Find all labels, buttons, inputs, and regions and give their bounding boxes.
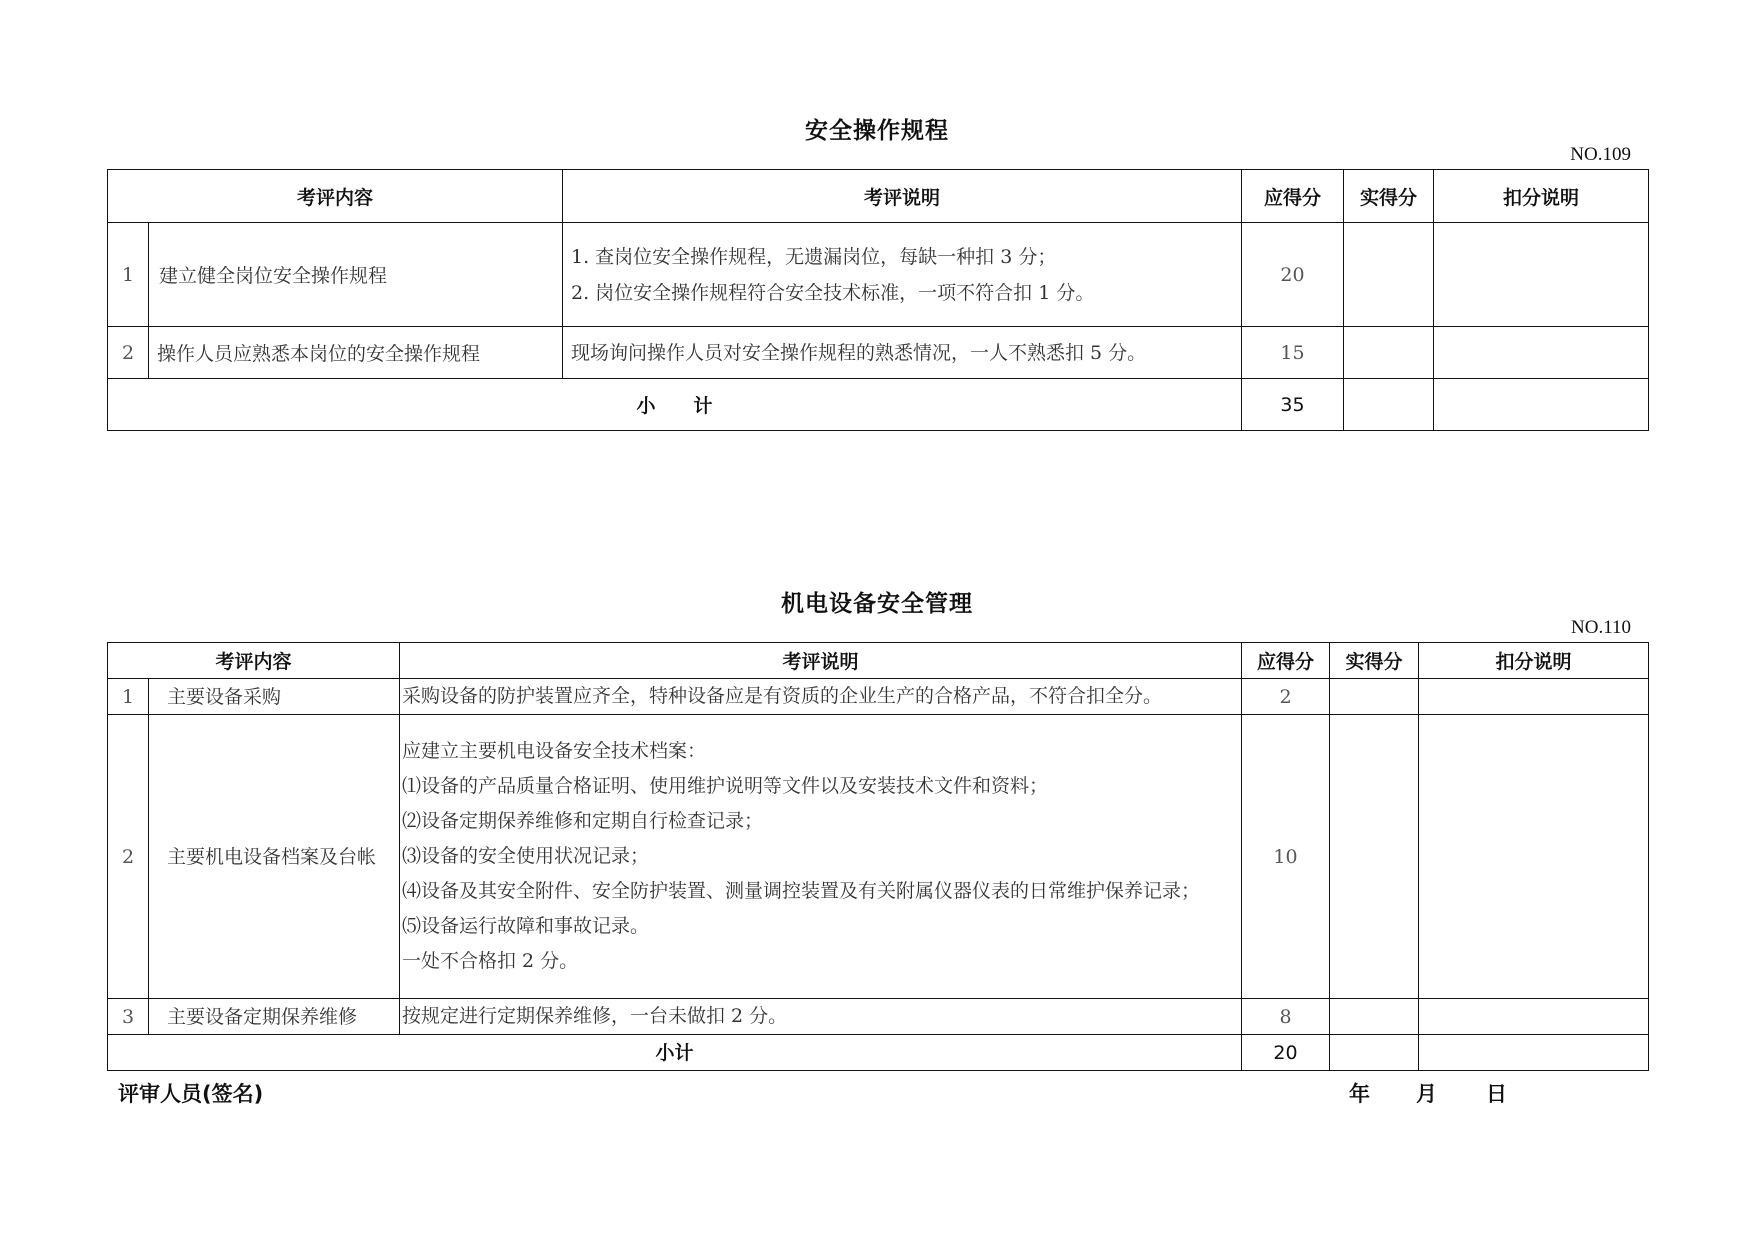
reviewer-signature-label: 评审人员(签名): [118, 1082, 264, 1106]
month-label: 月: [1416, 1082, 1437, 1106]
row-description: [563, 223, 1242, 327]
header-content: 考评内容: [108, 643, 400, 679]
header-deduct-note: 扣分说明: [1419, 643, 1649, 679]
row-content: 主要机电设备档案及台帐: [149, 715, 400, 999]
row-deduct-note[interactable]: [1419, 999, 1649, 1035]
row-actual-score[interactable]: [1330, 715, 1419, 999]
section1-title: 安全操作规程: [805, 118, 949, 144]
row-description: [400, 679, 1242, 715]
subtotal-actual[interactable]: [1344, 379, 1434, 431]
table-row: [108, 223, 1649, 327]
subtotal-label: 小计: [108, 1035, 1242, 1071]
row-actual-score[interactable]: [1330, 679, 1419, 715]
table-row: [108, 679, 1649, 715]
description-line: 现场询问操作人员对安全操作规程的熟悉情况，一人不熟悉扣 5 分。: [571, 341, 1147, 364]
subtotal-label: 小 计: [108, 379, 1242, 431]
row-description: [563, 327, 1242, 379]
table-header-row: [108, 643, 1649, 679]
description-line: 按规定进行定期保养维修，一台未做扣 2 分。: [402, 1005, 788, 1027]
row-index: 1: [108, 223, 149, 327]
description-line: ⑷设备及其安全附件、安全防护装置、测量调控装置及有关附属仪器仪表的日常维护保养记录；: [402, 880, 1201, 902]
safety-operation-table: [107, 169, 1649, 431]
subtotal-note[interactable]: [1419, 1035, 1649, 1071]
row-deduct-note[interactable]: [1434, 327, 1649, 379]
header-content: 考评内容: [108, 170, 563, 223]
row-score: 8: [1242, 999, 1330, 1035]
table-row: [108, 327, 1649, 379]
row-deduct-note[interactable]: [1434, 223, 1649, 327]
subtotal-actual[interactable]: [1330, 1035, 1419, 1071]
header-actual-score: 实得分: [1344, 170, 1434, 223]
header-description: 考评说明: [400, 643, 1242, 679]
header-actual-score: 实得分: [1330, 643, 1419, 679]
subtotal-row: [108, 1035, 1649, 1071]
day-label: 日: [1486, 1082, 1507, 1106]
subtotal-note[interactable]: [1434, 379, 1649, 431]
row-content: 建立健全岗位安全操作规程: [149, 223, 563, 327]
row-index: 3: [108, 999, 149, 1035]
description-line: 1. 查岗位安全操作规程，无遗漏岗位，每缺一种扣 3 分；: [571, 245, 1057, 268]
row-description: [400, 715, 1242, 999]
row-content: 操作人员应熟悉本岗位的安全操作规程: [149, 327, 563, 379]
description-line: 应建立主要机电设备安全技术档案：: [402, 740, 707, 762]
section2-doc-no: NO.110: [1571, 617, 1631, 638]
header-deduct-note: 扣分说明: [1434, 170, 1649, 223]
row-index: 1: [108, 679, 149, 715]
subtotal-value: 35: [1242, 379, 1344, 431]
table-header-row: [108, 170, 1649, 223]
row-content: 主要设备采购: [149, 679, 400, 715]
row-actual-score[interactable]: [1330, 999, 1419, 1035]
row-score: 15: [1242, 327, 1344, 379]
row-score: 20: [1242, 223, 1344, 327]
row-index: 2: [108, 715, 149, 999]
description-line: 2. 岗位安全操作规程符合安全技术标准，一项不符合扣 1 分。: [571, 281, 1095, 304]
description-line: 采购设备的防护装置应齐全，特种设备应是有资质的企业生产的合格产品，不符合扣全分。: [402, 685, 1163, 707]
row-deduct-note[interactable]: [1419, 679, 1649, 715]
equipment-safety-table: [107, 642, 1649, 1071]
table-row: [108, 715, 1649, 999]
row-content: 主要设备定期保养维修: [149, 999, 400, 1035]
row-index: 2: [108, 327, 149, 379]
row-deduct-note[interactable]: [1419, 715, 1649, 999]
row-score: 10: [1242, 715, 1330, 999]
row-description: [400, 999, 1242, 1035]
description-line: ⑸设备运行故障和事故记录。: [402, 915, 650, 937]
description-line: 一处不合格扣 2 分。: [402, 950, 579, 972]
description-line: ⑶设备的安全使用状况记录；: [402, 845, 650, 867]
section1-doc-no: NO.109: [1570, 144, 1631, 165]
description-line: ⑴设备的产品质量合格证明、使用维护说明等文件以及安装技术文件和资料；: [402, 775, 1049, 797]
header-description: 考评说明: [563, 170, 1242, 223]
description-line: ⑵设备定期保养维修和定期自行检查记录；: [402, 810, 764, 832]
year-label: 年: [1349, 1082, 1370, 1106]
header-score: 应得分: [1242, 170, 1344, 223]
row-actual-score[interactable]: [1344, 327, 1434, 379]
subtotal-value: 20: [1242, 1035, 1330, 1071]
row-actual-score[interactable]: [1344, 223, 1434, 327]
section2-title: 机电设备安全管理: [781, 591, 973, 617]
row-score: 2: [1242, 679, 1330, 715]
table-row: [108, 999, 1649, 1035]
header-score: 应得分: [1242, 643, 1330, 679]
subtotal-row: [108, 379, 1649, 431]
